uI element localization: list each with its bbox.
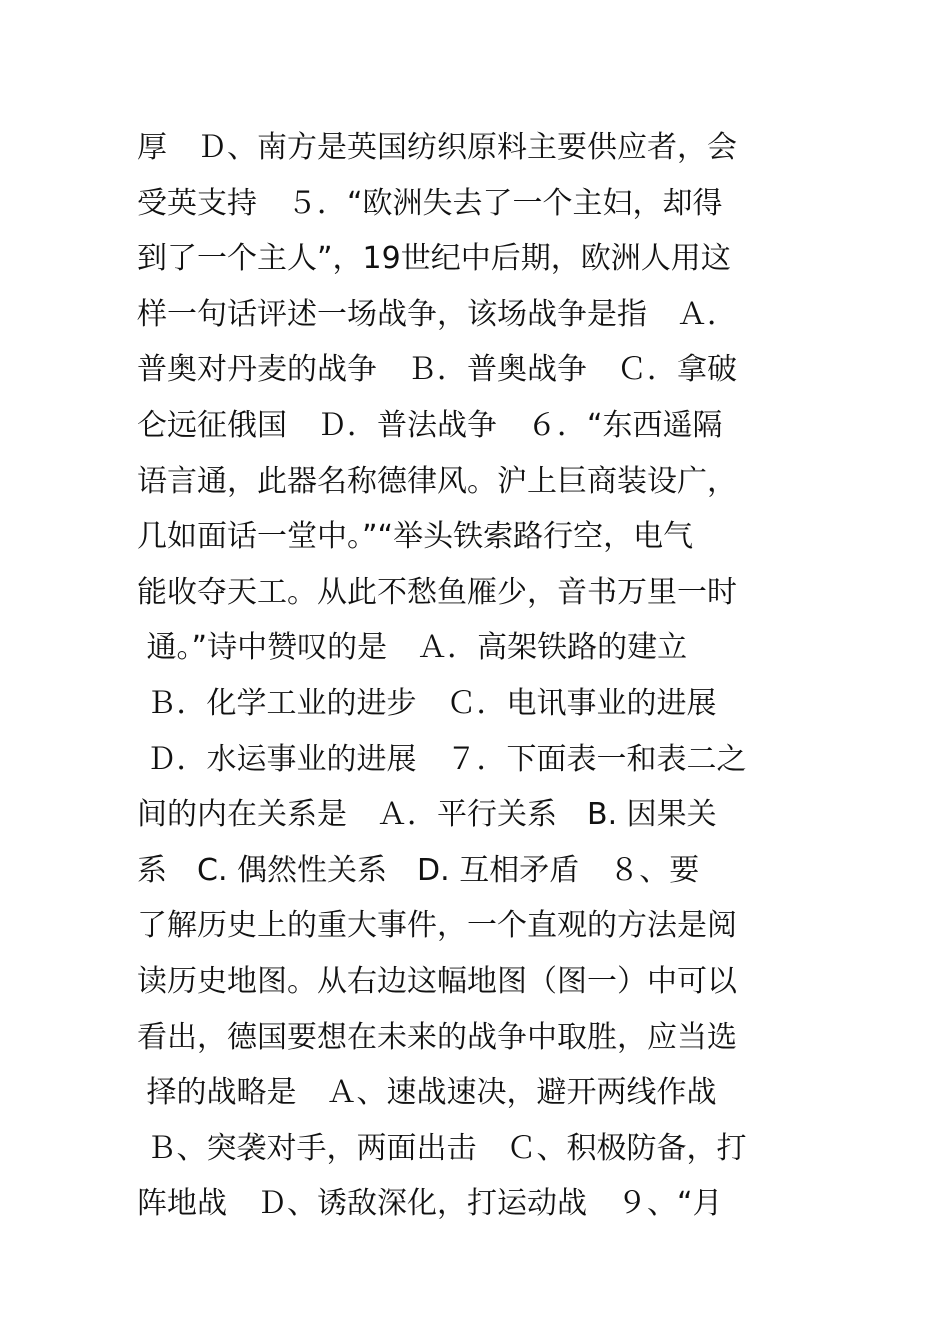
text-line: 择的战略是 Ａ、速战速决，避开两线作战 [137,1075,717,1111]
text-line: 间的内在关系是 Ａ．平行关系 B. 因果关 [137,797,717,833]
text-line: 厚 Ｄ、南方是英国纺织原料主要供应者，会 [137,130,737,165]
text-line: 能收夺天工。从此不愁鱼雁少，音书万里一时 [137,574,737,610]
text-line: 系 C. 偶然性关系 D. 互相矛盾 ８、要 [137,852,700,888]
text-line: 通。”诗中赞叹的是 Ａ．高架铁路的建立 [137,630,688,666]
text-line: 受英支持 ５．“欧洲失去了一个主妇，却得 [137,185,723,221]
text-line: Ｂ、突袭对手，两面出击 Ｃ、积极防备，打 [137,1130,747,1166]
text-line: 了解历史上的重大事件，一个直观的方法是阅 [137,908,737,944]
text-line: 样一句话评述一场战争，该场战争是指 Ａ． [137,296,737,332]
text-line: 语言通，此器名称德律风。沪上巨商装设广， [137,463,737,499]
body-text [137,120,817,1232]
text-line: Ｄ．水运事业的进展 ７．下面表一和表二之 [137,741,747,777]
text-line: 普奥对丹麦的战争 Ｂ．普奥战争 Ｃ．拿破 [137,352,737,388]
text-line: 阵地战 Ｄ、诱敌深化，打运动战 ９、“月 [137,1186,723,1222]
text-line: 到了一个主人”，19世纪中后期，欧洲人用这 [137,241,731,277]
text-line: 仑远征俄国 Ｄ．普法战争 ６．“东西遥隔 [137,407,723,443]
text-line: 看出，德国要想在未来的战争中取胜，应当选 [137,1019,737,1055]
text-line: Ｂ．化学工业的进步 Ｃ．电讯事业的进展 [137,685,717,721]
text-line: 读历史地图。从右边这幅地图（图一）中可以 [137,963,737,999]
text-line: 几如面话一堂中。”“举头铁索路行空，电气 [137,519,694,555]
